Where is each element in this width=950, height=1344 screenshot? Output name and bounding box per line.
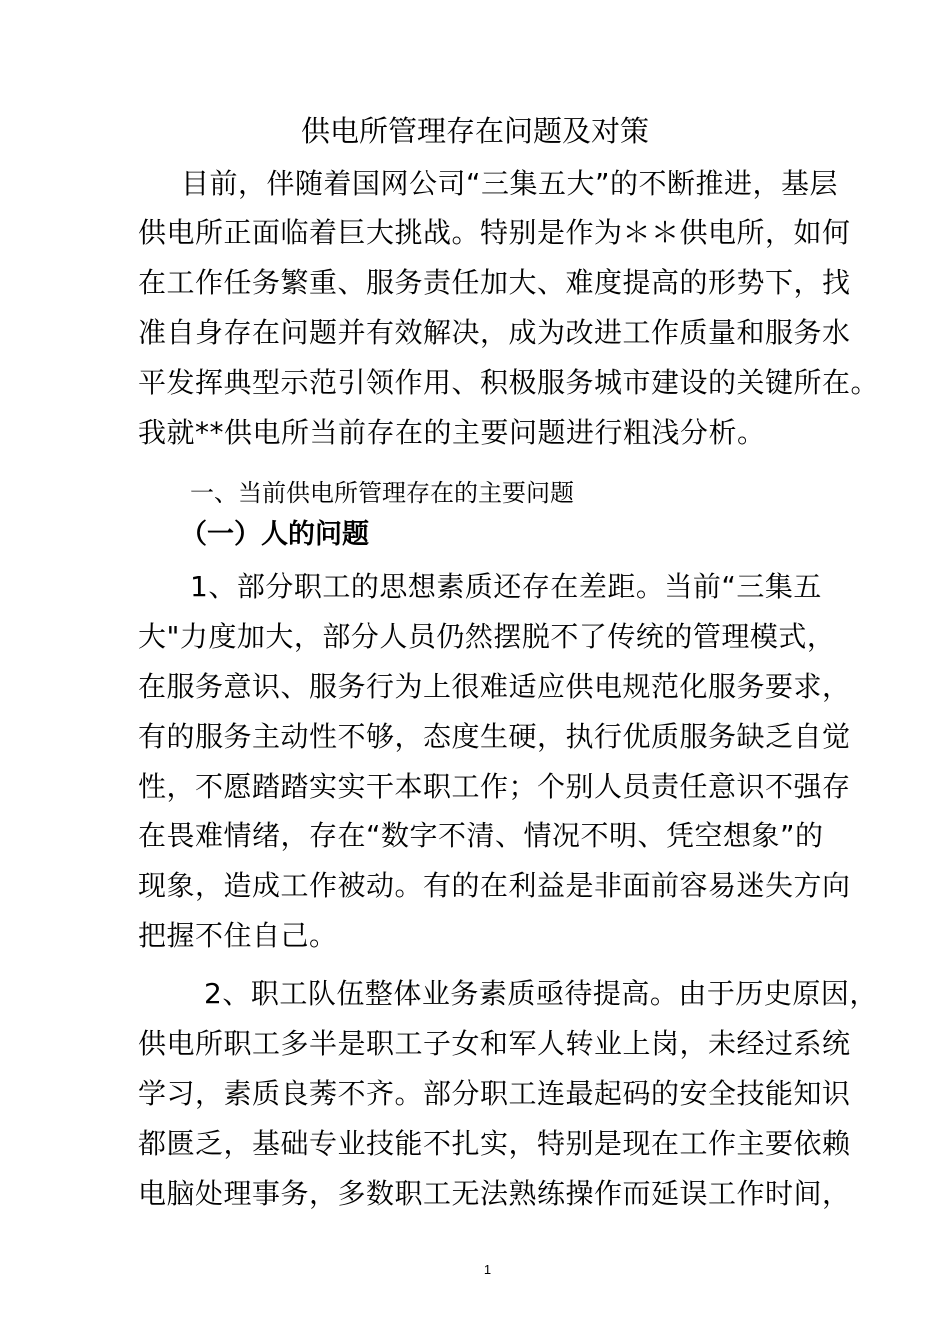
page-number: 1 — [483, 1262, 492, 1277]
paragraph-line: 都匮乏，基础专业技能不扎实，特别是现在工作主要依赖 — [138, 1127, 851, 1160]
section-heading: 一、当前供电所管理存在的主要问题 — [190, 479, 574, 507]
intro-line: 在工作任务繁重、服务责任加大、难度提高的形势下，找 — [138, 266, 851, 299]
intro-line: 准自身存在问题并有效解决，成为改进工作质量和服务水 — [138, 316, 851, 349]
intro-line: 平发挥典型示范引领作用、积极服务城市建设的关键所在。 — [138, 366, 880, 399]
paragraph-line: 性，不愿踏踏实实干本职工作；个别人员责任意识不强存 — [138, 770, 851, 803]
paragraph-line: 供电所职工多半是职工子女和军人转业上岗，未经过系统 — [138, 1027, 851, 1060]
paragraph-line: 电脑处理事务，多数职工无法熟练操作而延误工作时间， — [138, 1177, 851, 1210]
paragraph-line: 学习，素质良莠不齐。部分职工连最起码的安全技能知识 — [138, 1077, 851, 1110]
paragraph-line: 在畏难情绪，存在“数字不清、情况不明、凭空想象”的 — [138, 819, 824, 852]
paragraph-line: 1、部分职工的思想素质还存在差距。当前“三集五 — [190, 570, 822, 603]
intro-line: 目前，伴随着国网公司“三集五大”的不断推进，基层 — [181, 167, 839, 200]
paragraph-line: 大"力度加大，部分人员仍然摆脱不了传统的管理模式， — [138, 620, 836, 653]
intro-line: 供电所正面临着巨大挑战。特别是作为＊＊供电所，如何 — [138, 216, 851, 249]
document-title: 供电所管理存在问题及对策 — [300, 114, 649, 148]
subsection-heading: （一）人的问题 — [180, 519, 369, 550]
paragraph-line: 2、职工队伍整体业务素质亟待提高。由于历史原因， — [204, 977, 878, 1010]
paragraph-line: 把握不住自己。 — [138, 919, 338, 952]
paragraph-line: 在服务意识、服务行为上很难适应供电规范化服务要求， — [138, 670, 851, 703]
paragraph-line: 有的服务主动性不够，态度生硬，执行优质服务缺乏自觉 — [138, 720, 851, 753]
paragraph-line: 现象，造成工作被动。有的在利益是非面前容易迷失方向 — [138, 869, 851, 902]
intro-line: 我就**供电所当前存在的主要问题进行粗浅分析。 — [138, 416, 766, 449]
